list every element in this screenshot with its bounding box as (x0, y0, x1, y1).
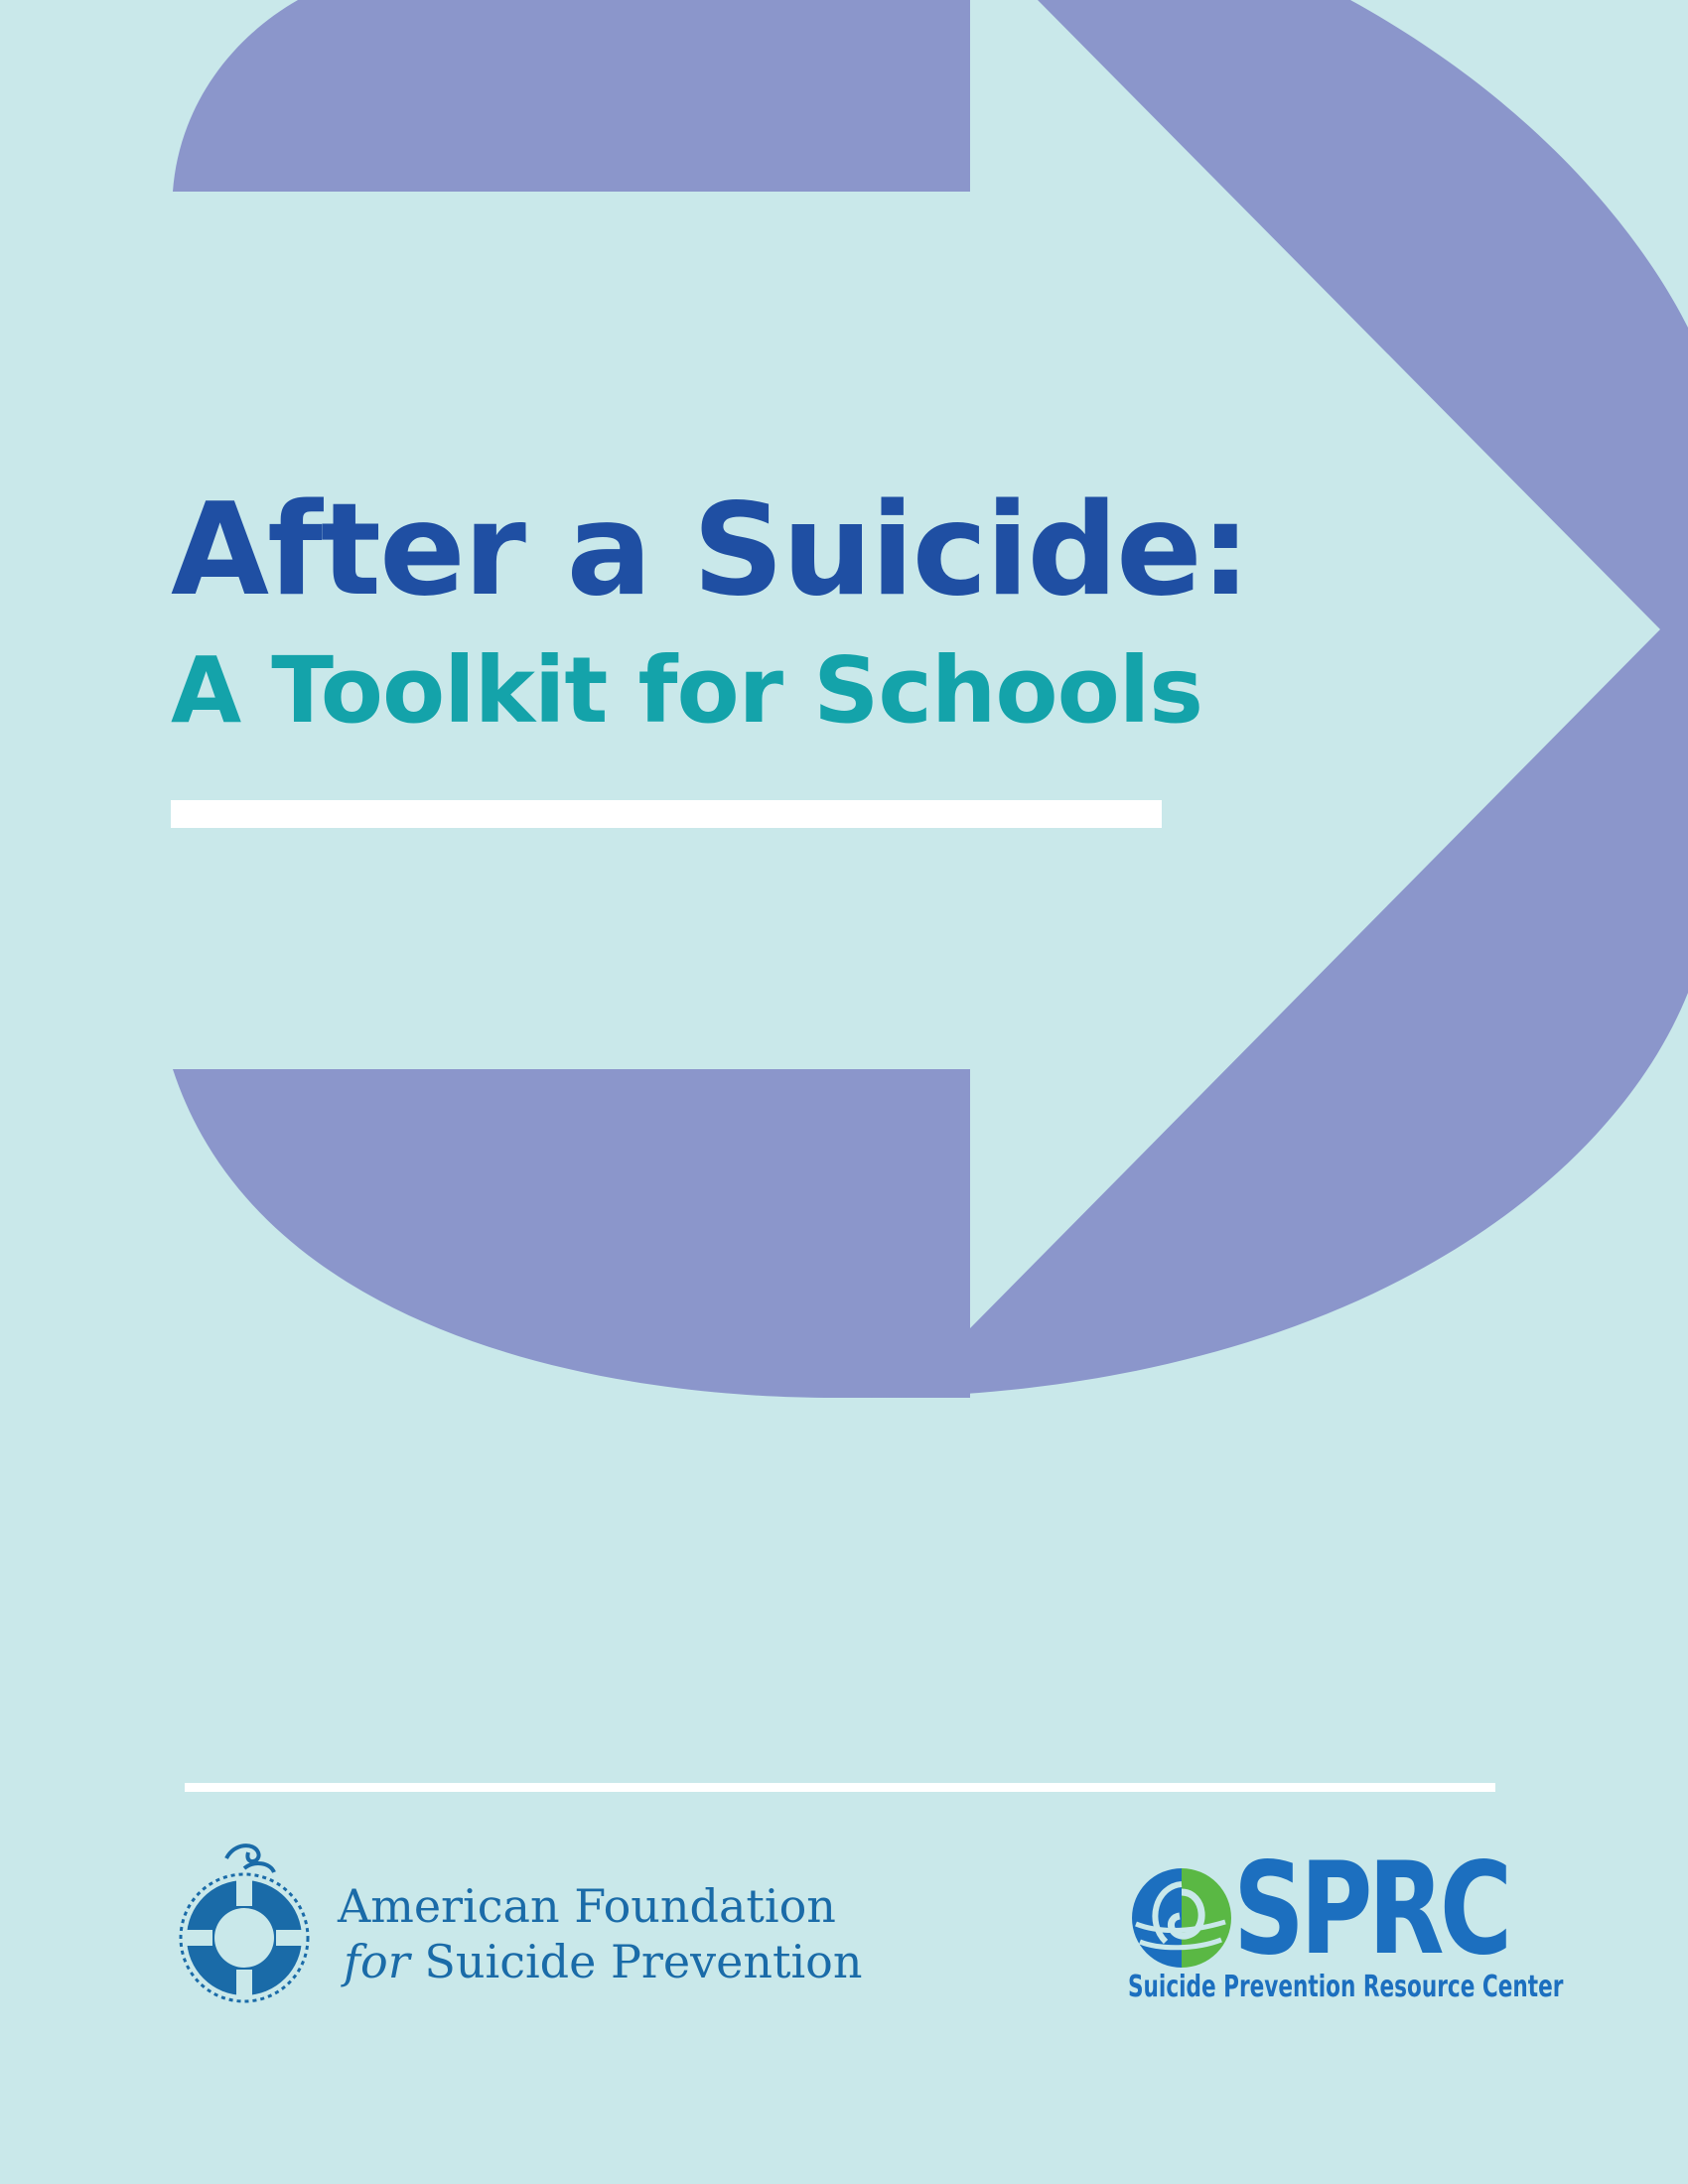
sprc-full-name: Suicide Prevention Resource Center (1128, 1970, 1564, 2004)
footer-divider (185, 1783, 1495, 1792)
afsp-logo (175, 1839, 863, 2007)
cover-subtitle: A Toolkit for Schools (171, 637, 1203, 744)
afsp-line2 (338, 1934, 862, 1989)
afsp-line1: American Foundation (338, 1879, 836, 1933)
title-underline (171, 800, 1162, 828)
life-ring-icon (175, 1839, 314, 2007)
cover-title: After a Suicide: (171, 477, 1249, 624)
title-block (171, 477, 1249, 751)
afsp-line2-rest: Suicide Prevention (424, 1935, 863, 1988)
afsp-wordmark (338, 1878, 862, 1989)
arrow-bottom-band (173, 1069, 970, 1398)
sprc-acronym: SPRC (1233, 1836, 1508, 1983)
arrow-top-band (173, 0, 970, 192)
spiral-icon (1126, 1862, 1235, 1974)
sprc-logo (1126, 1836, 1564, 2007)
afsp-for: for (344, 1935, 410, 1988)
